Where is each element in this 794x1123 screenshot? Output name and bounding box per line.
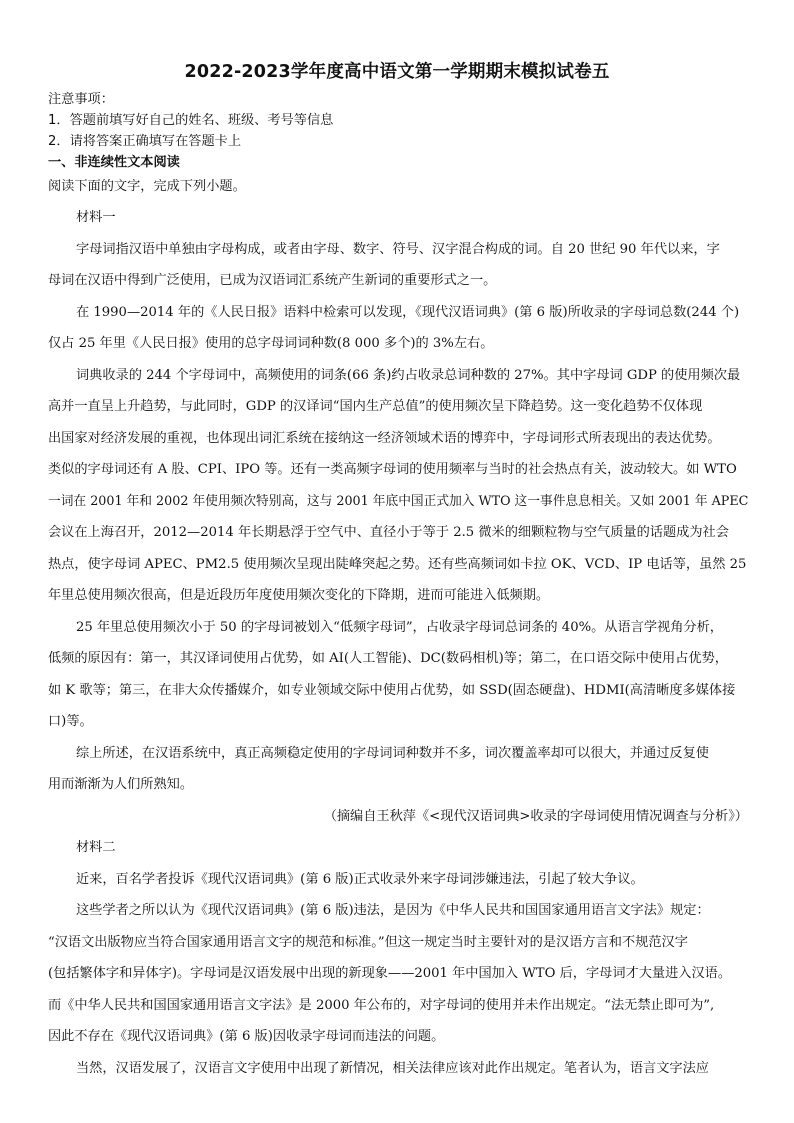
instruction-text: 阅读下面的文字，完成下列小题。: [48, 179, 246, 194]
paragraph-line: 热点，使字母词 APEC、PM2.5 使用频次呈现出陡峰突起之势。还有些高频词如卡拉 OK、VCD、IP 电话等，虽然 25: [48, 557, 747, 572]
paragraph-line: 字母词指汉语中单独由字母构成，或者由字母、数字、符号、汉字混合构成的词。自 20 世纪 90 年代以来，字: [76, 242, 720, 257]
paragraph-line: 出国家对经济发展的重视，也体现出词汇系统在接纳这一经济领域术语的博弈中，字母词形式所表现出的表达优势。: [48, 431, 721, 446]
page-title: 2022-2023学年度高中语文第一学期期末模拟试卷五: [184, 62, 610, 82]
paragraph-line: 如 K 歌等；第三，在非大众传播媒介，如专业领域交际中使用占优势，如 SSD(固态硬盘)、HDMI(高清晰度多媒体接: [48, 683, 736, 698]
paragraph-line: 词典收录的 244 个字母词中，高频使用的词条(66 条)约占收录总词种数的 27%。其中字母词 GDP 的使用频次最: [76, 368, 741, 383]
paragraph-line: 高并一直呈上升趋势，与此同时，GDP 的汉译词“国内生产总值”的使用频次呈下降趋势。这一变化趋势不仅体现: [48, 399, 703, 414]
notice-item: 2．请将答案正确填写在答题卡上: [48, 134, 242, 149]
paragraph-line: 综上所述，在汉语系统中，真正高频稳定使用的字母词词种数并不多，词次覆盖率却可以很大，并通过反复使: [76, 746, 709, 761]
paragraph-line: 年里总使用频次很高，但是近段历年度使用频次变化的下降期，进而可能进入低频期。: [48, 588, 550, 603]
material2-label: 材料二: [76, 840, 116, 855]
notice-item: 1．答题前填写好自己的姓名、班级、考号等信息: [48, 113, 334, 128]
paragraph-line: 母词在汉语中得到广泛使用，已成为汉语词汇系统产生新词的重要形式之一。: [48, 273, 497, 288]
paragraph-line: 会议在上海召开，2012—2014 年长期悬浮于空气中、直径小于等于 2.5 微米的细颗粒物与空气质量的话题成为社会: [48, 525, 729, 540]
paragraph-line: 仅占 25 年里《人民日报》使用的总字母词词种数(8 000 多个)的 3%左右。: [48, 336, 494, 351]
paragraph-line: 在 1990—2014 年的《人民日报》语料中检索可以发现，《现代汉语词典》(第 6 版)所收录的字母词总数(244 个): [76, 305, 740, 320]
material1-label: 材料一: [76, 210, 116, 225]
paragraph-line: 低频的原因有：第一，其汉译词使用占优势，如 AI(人工智能)、DC(数码相机)等；第二，在口语交际中使用占优势，: [48, 651, 728, 666]
paragraph-line: 25 年里总使用频次小于 50 的字母词被划入“低频字母词”，占收录字母词总词条的 40%。从语言学视角分析，: [76, 620, 723, 635]
paragraph-line: 用而渐渐为人们所熟知。: [48, 777, 194, 792]
paragraph-line: 一词在 2001 年和 2002 年使用频次特别高，这与 2001 年底中国正式加入 WTO 这一事件息息相关。又如 2001 年 APEC: [48, 494, 749, 509]
paragraph-line: 类似的字母词还有 A 股、CPI、IPO 等。还有一类高频字母词的使用频率与当时的社会热点有关，波动较大。如 WTO: [48, 462, 737, 477]
paragraph-line: 近来，百名学者投诉《现代汉语词典》(第 6 版)正式收录外来字母词涉嫌违法，引起了较大争议。: [76, 872, 644, 887]
paragraph-line: (包括繁体字和异体字)。字母词是汉语发展中出现的新现象——2001 年中国加入 WTO 后，字母词才大量进入汉语。: [48, 966, 732, 981]
paragraph-line: 因此不存在《现代汉语词典》(第 6 版)因收录字母词而违法的问题。: [48, 1029, 445, 1044]
paragraph-line: 而《中华人民共和国国家通用语言文字法》是 2000 年公布的，对字母词的使用并未作出规定。“法无禁止即可为”,: [48, 998, 715, 1013]
paragraph-line: “汉语文出版物应当符合国家通用语言文字的规范和标准。”但这一规定当时主要针对的是汉语方言和不规范汉字: [48, 935, 688, 950]
source-citation: （摘编自王秋萍《<现代汉语词典>收录的字母词使用情况调查与分析》）: [323, 809, 748, 824]
section-heading: 一、非连续性文本阅读: [48, 155, 180, 170]
paragraph-line: 口)等。: [48, 714, 93, 729]
notice-heading: 注意事项：: [48, 92, 114, 107]
paragraph-line: 当然，汉语发展了，汉语言文字使用中出现了新情况，相关法律应该对此作出规定。笔者认为，语言文字法应: [76, 1061, 709, 1076]
paragraph-line: 这些学者之所以认为《现代汉语词典》(第 6 版)违法，是因为《中华人民共和国国家通用语言文字法》规定：: [76, 903, 710, 918]
